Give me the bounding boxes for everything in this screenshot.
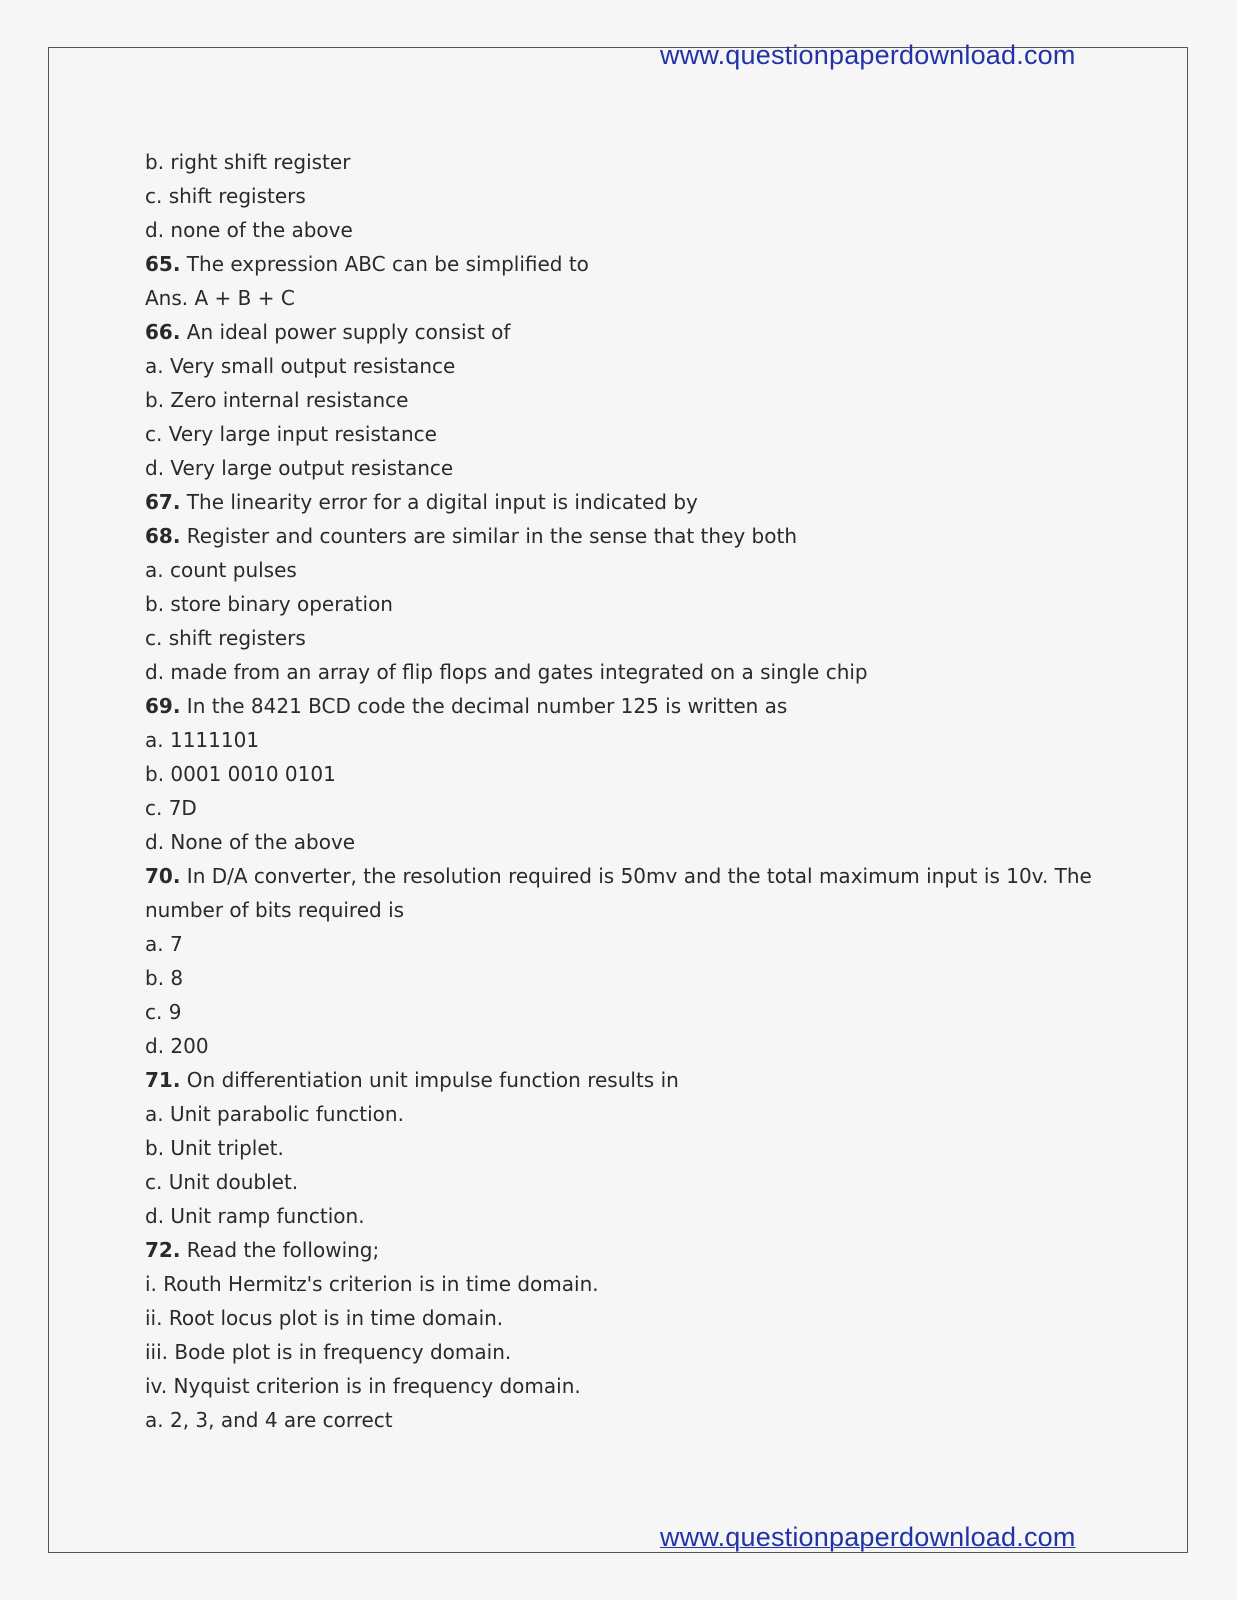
question-number: 71. (145, 1068, 181, 1092)
question-number: 67. (145, 490, 181, 514)
question-text: Register and counters are similar in the sense that they both (180, 524, 798, 548)
question-text: In the 8421 BCD code the decimal number 125 is written as (180, 694, 788, 718)
option-text: c. 7D (145, 796, 197, 820)
question-line (145, 247, 1105, 281)
option-line (145, 791, 1105, 825)
option-text: b. 8 (145, 966, 184, 990)
question-text: The expression ABC can be simplified to (180, 252, 589, 276)
option-text: c. Very large input resistance (145, 422, 437, 446)
question-text: On differentiation unit impulse function results in (180, 1068, 679, 1092)
option-line (145, 451, 1105, 485)
option-line (145, 1029, 1105, 1063)
option-line (145, 553, 1105, 587)
option-line (145, 587, 1105, 621)
option-text: i. Routh Hermitz's criterion is in time domain. (145, 1272, 599, 1296)
option-text: d. none of the above (145, 218, 353, 242)
option-line (145, 213, 1105, 247)
question-list (145, 145, 1105, 1437)
option-text: b. right shift register (145, 150, 351, 174)
option-line (145, 825, 1105, 859)
question-number: 70. (145, 864, 181, 888)
question-line (145, 1063, 1105, 1097)
option-text: c. shift registers (145, 626, 306, 650)
option-text: a. 2, 3, and 4 are correct (145, 1408, 393, 1432)
option-line (145, 145, 1105, 179)
option-line (145, 1131, 1105, 1165)
watermark-top[interactable]: www.questionpaperdownload.com (660, 40, 1076, 70)
option-text: Ans. A + B + C (145, 286, 295, 310)
option-line (145, 1097, 1105, 1131)
option-text: a. Very small output resistance (145, 354, 456, 378)
option-line (145, 1369, 1105, 1403)
option-text: d. None of the above (145, 830, 356, 854)
option-text: a. 1111101 (145, 728, 260, 752)
option-line (145, 995, 1105, 1029)
option-text: d. Unit ramp function. (145, 1204, 365, 1228)
question-line (145, 485, 1105, 519)
option-line (145, 1403, 1105, 1437)
option-text: c. 9 (145, 1000, 182, 1024)
question-line (145, 859, 1105, 927)
question-text: An ideal power supply consist of (180, 320, 511, 344)
option-text: a. Unit parabolic function. (145, 1102, 404, 1126)
question-number: 69. (145, 694, 181, 718)
option-line (145, 655, 1105, 689)
option-text: ii. Root locus plot is in time domain. (145, 1306, 504, 1330)
question-number: 72. (145, 1238, 181, 1262)
option-text: a. 7 (145, 932, 183, 956)
option-line (145, 417, 1105, 451)
question-text: The linearity error for a digital input is indicated by (180, 490, 698, 514)
option-line (145, 1301, 1105, 1335)
option-text: d. made from an array of flip flops and gates integrated on a single chip (145, 660, 868, 684)
option-text: b. Zero internal resistance (145, 388, 409, 412)
option-line (145, 1199, 1105, 1233)
option-line (145, 621, 1105, 655)
option-line (145, 281, 1105, 315)
question-text: Read the following; (180, 1238, 380, 1262)
option-line (145, 1165, 1105, 1199)
question-line (145, 519, 1105, 553)
option-line (145, 927, 1105, 961)
question-line (145, 315, 1105, 349)
option-text: c. shift registers (145, 184, 306, 208)
watermark-bottom[interactable]: www.questionpaperdownload.com (660, 1522, 1076, 1552)
question-text: In D/A converter, the resolution required is 50mv and the total maximum input is 10v. The number of bits required is (145, 864, 1092, 922)
option-text: d. Very large output resistance (145, 456, 454, 480)
option-line (145, 1267, 1105, 1301)
question-number: 66. (145, 320, 181, 344)
option-text: iv. Nyquist criterion is in frequency domain. (145, 1374, 581, 1398)
option-line (145, 1335, 1105, 1369)
option-line (145, 723, 1105, 757)
option-text: d. 200 (145, 1034, 209, 1058)
option-text: b. store binary operation (145, 592, 393, 616)
question-number: 68. (145, 524, 181, 548)
option-text: b. Unit triplet. (145, 1136, 284, 1160)
option-text: a. count pulses (145, 558, 297, 582)
option-line (145, 383, 1105, 417)
question-line (145, 1233, 1105, 1267)
question-number: 65. (145, 252, 181, 276)
option-text: iii. Bode plot is in frequency domain. (145, 1340, 512, 1364)
option-text: c. Unit doublet. (145, 1170, 299, 1194)
option-text: b. 0001 0010 0101 (145, 762, 336, 786)
question-line (145, 689, 1105, 723)
option-line (145, 961, 1105, 995)
option-line (145, 349, 1105, 383)
option-line (145, 757, 1105, 791)
option-line (145, 179, 1105, 213)
